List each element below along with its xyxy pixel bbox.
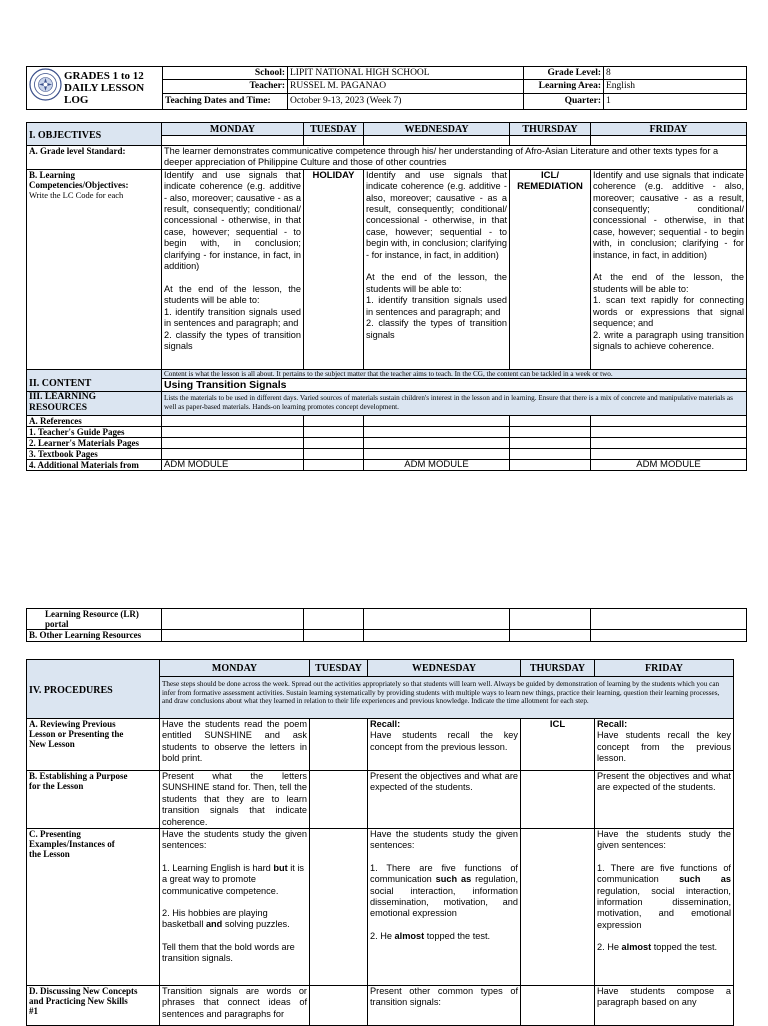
teacher-value: RUSSEL M. PAGANAO (288, 80, 524, 94)
grade-level-label: Grade Level: (524, 67, 604, 80)
day-header-tuesday: TUESDAY (304, 123, 364, 136)
grade-standard-text: The learner demonstrates communicative competence through his/ her understanding of Afro-Asian Literature and other texts types for a deeper appreciation of Philippine Culture and those of other countries (162, 146, 747, 170)
proc-d-friday: Have students compose a paragraph based on any (595, 986, 734, 1026)
objectives-thursday: ICL/ REMEDIATION (510, 169, 591, 369)
adm-module-wednesday: ADM MODULE (364, 460, 510, 471)
quarter-label: Quarter: (524, 94, 604, 110)
grade-level-value: 8 (604, 67, 747, 80)
references-label: A. References (27, 416, 162, 427)
lr-portal-label: Learning Resource (LR) portal (27, 609, 162, 630)
teachers-guide-label: 1. Teacher's Guide Pages (27, 427, 162, 438)
objectives-tuesday: HOLIDAY (304, 169, 364, 369)
proc-day-friday: FRIDAY (595, 660, 734, 677)
day-header-monday: MONDAY (162, 123, 304, 136)
recall-text-friday: Have students recall the key concept from the previous lesson. (597, 730, 731, 764)
objectives-table (26, 122, 747, 471)
day-header-friday: FRIDAY (591, 123, 747, 136)
proc-b-friday: Present the objectives and what are expected of the students. (595, 771, 734, 829)
grade-standard-label: A. Grade level Standard: (27, 146, 162, 170)
objectives-heading: I. OBJECTIVES (27, 123, 162, 146)
other-resources-label: B. Other Learning Resources (27, 630, 162, 642)
dates-value: October 9-13, 2023 (Week 7) (288, 94, 524, 110)
proc-c-wednesday: Have the students study the given sentences: 1. There are five functions of communication such as regulation, social interaction, information dissemination, motivation, and emotional expression 2. He almost topped the test. (368, 829, 521, 986)
proc-d-label: D. Discussing New Concepts and Practicing New Skills #1 (27, 986, 160, 1026)
competencies-label: B. Learning Competencies/Objectives: Write the LC Code for each (27, 169, 162, 369)
proc-d-wednesday: Present other common types of transition signals: (368, 986, 521, 1026)
header-table (26, 66, 747, 110)
procedures-note: These steps should be done across the week. Spread out the activities appropriately so that students will learn well. Always be guided by demonstration of learning by the students which you can infer from formative assessment activities. Sustain learning systematically by providing students with multiple ways to learn new things, practice their learning, question their learning processes, and draw conclusions about what they learned in relation to their life experiences and previous knowledge. Indicate the time allotment for each step. (160, 677, 734, 719)
recall-title-wednesday: Recall: (370, 719, 401, 729)
teacher-label: Teacher: (163, 80, 288, 94)
proc-b-wednesday: Present the objectives and what are expected of the students. (368, 771, 521, 829)
adm-module-friday: ADM MODULE (591, 460, 747, 471)
resources-heading: III. LEARNING RESOURCES (27, 392, 162, 416)
objectives-monday: Identify and use signals that indicate coherence (e.g. additive - also, moreover; causative - as a result, consequently; conditional/ concessional - otherwise, in that case, however; sequential - to begin with, in conclusion; clarifying - for instance, in fact, in addition) At the end of the lesson, the students will be able to: 1. identify transition signals used in sentences and paragraph; and 2. classify the types of transition signals (162, 169, 304, 369)
proc-a-label: A. Reviewing Previous Lesson or Presenting the New Lesson (27, 719, 160, 771)
quarter-value: 1 (604, 94, 747, 110)
content-value: Using Transition Signals (162, 379, 747, 392)
recall-text-wednesday: Have students recall the key concept from the previous lesson. (370, 730, 518, 752)
content-heading: II. CONTENT (27, 369, 162, 392)
proc-day-thursday: THURSDAY (521, 660, 595, 677)
recall-title-friday: Recall: (597, 719, 628, 729)
proc-b-monday: Present what the letters SUNSHINE stand for. Then, tell the students that they are to learn transition signals that indicate coherence. (160, 771, 310, 829)
learners-materials-label: 2. Learner's Materials Pages (27, 438, 162, 449)
proc-a-monday: Have the students read the poem entitled SUNSHINE and ask students to observe the letters in bold print. (160, 719, 310, 771)
learning-area-label: Learning Area: (524, 80, 604, 94)
proc-b-label: B. Establishing a Purpose for the Lesson (27, 771, 160, 829)
content-note: Content is what the lesson is all about. It pertains to the subject matter that the teacher aims to teach. In the CG, the content can be tackled in a week or two. (162, 369, 747, 379)
textbook-label: 3. Textbook Pages (27, 449, 162, 460)
dll-title: GRADES 1 to 12 DAILY LESSON LOG (27, 67, 163, 110)
objectives-wednesday: Identify and use signals that indicate coherence (e.g. additive - also, moreover; causative - as a result, consequently; conditional/ concessional - otherwise, in that case, however; sequential - to begin with, in conclusion; clarifying - for instance, in fact, in addition) At the end of the lesson, the students will be able to: 1. identify transition signals used in sentences and paragraph; and 2. classify the types of transition signals (364, 169, 510, 369)
adm-module-monday: ADM MODULE (162, 460, 304, 471)
procedures-heading: IV. PROCEDURES (27, 660, 160, 719)
proc-a-wednesday (368, 719, 521, 771)
additional-materials-label: 4. Additional Materials from (27, 460, 162, 471)
lr-portal-table (26, 608, 747, 642)
resources-note: Lists the materials to be used in different days. Varied sources of materials sustain children's interest in the lesson and in learning. Ensure that there is a mix of concrete and manipulative materials as well as paper-based materials. Hands-on learning promotes concept development. (162, 392, 747, 416)
competencies-sub: Write the LC Code for each (29, 189, 124, 200)
school-label: School: (163, 67, 288, 80)
proc-day-wednesday: WEDNESDAY (368, 660, 521, 677)
proc-day-tuesday: TUESDAY (310, 660, 368, 677)
proc-c-monday: Have the students study the given sentences: 1. Learning English is hard but it is a great way to promote communicative competence. 2. His hobbies are playing basketball and solving puzzles. Tell them that the bold words are transition signals. (160, 829, 310, 986)
school-value: LIPIT NATIONAL HIGH SCHOOL (288, 67, 524, 80)
proc-a-friday (595, 719, 734, 771)
proc-day-monday: MONDAY (160, 660, 310, 677)
objectives-friday: Identify and use signals that indicate coherence (e.g. additive - also, moreover; causative - as a result, consequently; conditional/ concessional - otherwise, in that case, however; sequential - to begin with, in conclusion; clarifying - for instance, in fact, in addition) At the end of the lesson, the students will be able to: 1. scan text rapidly for connecting words or expressions that signal sequence; and 2. write a paragraph using transition signals to achieve coherence. (591, 169, 747, 369)
day-header-wednesday: WEDNESDAY (364, 123, 510, 136)
proc-c-label: C. Presenting Examples/Instances of the Lesson (27, 829, 160, 986)
proc-c-friday: Have the students study the given sentences: 1. There are five functions of communication such as regulation, social interaction, information dissemination, motivation, and emotional expression 2. He almost topped the test. (595, 829, 734, 986)
day-header-thursday: THURSDAY (510, 123, 591, 136)
proc-a-thursday: ICL (521, 719, 595, 771)
learning-area-value: English (604, 80, 747, 94)
dates-label: Teaching Dates and Time: (163, 94, 288, 110)
proc-d-monday: Transition signals are words or phrases that connect ideas of sentences and paragraphs for (160, 986, 310, 1026)
procedures-table (26, 659, 734, 1026)
